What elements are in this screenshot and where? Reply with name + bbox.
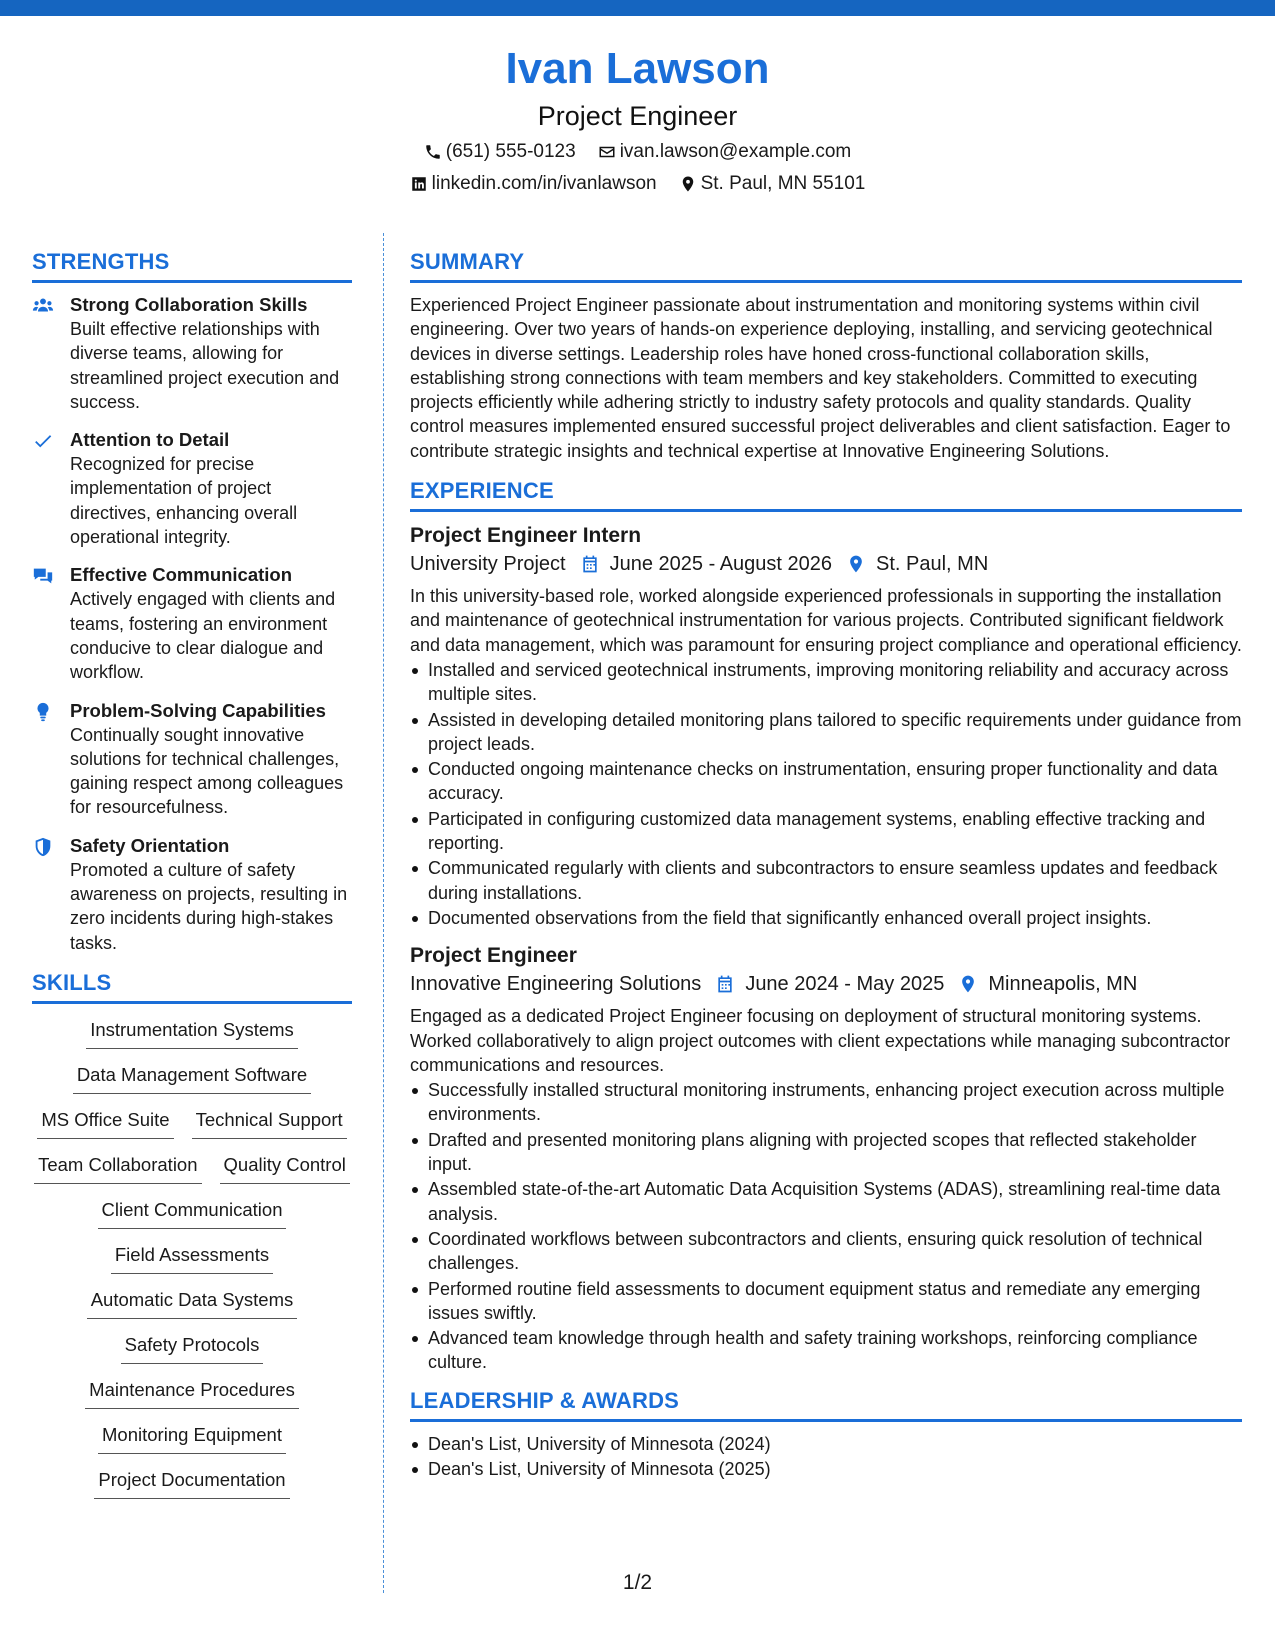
bullet-item: Drafted and presented monitoring plans aligning with projected scopes that reflected stakeholder input.: [410, 1128, 1242, 1177]
job-location: St. Paul, MN: [876, 553, 989, 576]
envelope-icon: [598, 143, 616, 161]
job-entry: [410, 522, 1242, 930]
map-pin-icon: [679, 175, 697, 193]
bullet-item: Participated in configuring customized data management systems, enabling effective tracking and reporting.: [410, 807, 1242, 856]
page-number: 1/2: [622, 1571, 653, 1594]
skill-tag: MS Office Suite: [37, 1104, 173, 1139]
bullet-item: Coordinated workflows between subcontractors and clients, ensuring quick resolution of technical challenges.: [410, 1227, 1242, 1276]
strength-desc: Built effective relationships with diverse teams, allowing for streamlined project execution and success.: [70, 319, 340, 412]
resume-header: [0, 40, 1275, 196]
strength-item: [32, 428, 352, 549]
skill-tag: Safety Protocols: [121, 1329, 264, 1364]
bullet-item: Conducted ongoing maintenance checks on instrumentation, ensuring proper functionality and data accuracy.: [410, 757, 1242, 806]
candidate-title: Project Engineer: [537, 101, 738, 131]
strength-item: [32, 293, 352, 414]
job-company: Innovative Engineering Solutions: [410, 973, 702, 996]
skills-heading: SKILLS: [32, 969, 352, 1004]
calendar-icon: [580, 554, 600, 574]
job-bullets: [410, 1078, 1242, 1375]
experience-heading: EXPERIENCE: [410, 477, 1242, 512]
lightbulb-icon: [32, 701, 54, 723]
job-title: Project Engineer: [410, 944, 577, 968]
job-dates: June 2025 - August 2026: [609, 553, 833, 576]
strength-item: [32, 699, 352, 820]
skill-tag: Client Communication: [98, 1194, 287, 1229]
location-contact: [679, 172, 866, 196]
shield-icon: [32, 836, 54, 858]
leadership-list: [410, 1432, 1242, 1482]
job-meta: [410, 970, 1242, 998]
skill-tag: Quality Control: [220, 1149, 350, 1184]
top-accent-bar: [0, 0, 1275, 16]
job-meta: [410, 550, 1242, 578]
strength-title: Effective Communication: [70, 564, 293, 586]
strength-item: [32, 563, 352, 684]
comments-icon: [32, 565, 54, 587]
strengths-heading: STRENGTHS: [32, 248, 352, 283]
job-title: Project Engineer Intern: [410, 524, 642, 548]
strength-item: [32, 834, 352, 955]
skills-list: [32, 1014, 352, 1509]
strength-desc: Promoted a culture of safety awareness on projects, resulting in zero incidents during high-stakes tasks.: [70, 859, 348, 953]
job-dates: June 2024 - May 2025: [745, 973, 945, 996]
job-desc: Engaged as a dedicated Project Engineer focusing on deployment of structural monitoring systems. Worked collaboratively to align project outcomes with client expectations while managing subcontractor communications and resources.: [410, 1006, 1231, 1075]
map-pin-icon: [846, 554, 866, 574]
job-location: Minneapolis, MN: [988, 973, 1138, 996]
skill-tag: Field Assessments: [111, 1239, 273, 1274]
skill-tag: Maintenance Procedures: [85, 1374, 299, 1409]
leadership-heading: LEADERSHIP & AWARDS: [410, 1387, 1242, 1422]
bullet-item: Successfully installed structural monitoring instruments, enhancing project execution across multiple environments.: [410, 1078, 1242, 1127]
skill-tag: Automatic Data Systems: [87, 1284, 298, 1319]
skill-tag: Instrumentation Systems: [86, 1014, 298, 1049]
phone-contact: [424, 140, 576, 164]
map-pin-icon: [958, 974, 978, 994]
job-company: University Project: [410, 553, 566, 576]
location-text: St. Paul, MN 55101: [700, 173, 866, 194]
email-text[interactable]: ivan.lawson@example.com: [619, 141, 852, 162]
contact-row-2: [0, 172, 1275, 196]
phone-text: (651) 555-0123: [445, 141, 576, 162]
award-item: Dean's List, University of Minnesota (2024): [410, 1432, 1242, 1456]
bullet-item: Assembled state-of-the-art Automatic Data Acquisition Systems (ADAS), streamlining real-time data analysis.: [410, 1177, 1242, 1226]
bullet-item: Advanced team knowledge through health and safety training workshops, reinforcing compliance culture.: [410, 1326, 1242, 1375]
linkedin-text[interactable]: linkedin.com/in/ivanlawson: [431, 173, 657, 194]
bullet-item: Assisted in developing detailed monitoring plans tailored to specific requirements under guidance from project leads.: [410, 708, 1242, 757]
calendar-icon: [715, 974, 735, 994]
job-desc: In this university-based role, worked alongside experienced professionals in supporting the installation and maintenance of geotechnical instrumentation for various projects. Contributed significant fieldwork and data management, which was paramount for ensuring project compliance and operational efficiency.: [410, 586, 1242, 655]
strength-desc: Actively engaged with clients and teams, fostering an environment conducive to clear dialogue and workflow.: [70, 589, 336, 683]
users-icon: [32, 295, 54, 317]
column-divider: [383, 233, 384, 1593]
bullet-item: Communicated regularly with clients and subcontractors to ensure seamless updates and feedback during installations.: [410, 856, 1242, 905]
linkedin-contact[interactable]: [410, 172, 657, 196]
skill-tag: Monitoring Equipment: [98, 1419, 286, 1454]
job-bullets: [410, 658, 1242, 930]
strength-title: Safety Orientation: [70, 834, 230, 856]
award-item: Dean's List, University of Minnesota (2025): [410, 1457, 1242, 1481]
check-icon: [32, 430, 54, 452]
right-column: [410, 248, 1242, 1482]
summary-heading: SUMMARY: [410, 248, 1242, 283]
strength-title: Problem-Solving Capabilities: [70, 699, 326, 721]
bullet-item: Installed and serviced geotechnical instruments, improving monitoring reliability and accuracy across multiple sites.: [410, 658, 1242, 707]
bullet-item: Performed routine field assessments to document equipment status and remediate any emerging issues swiftly.: [410, 1277, 1242, 1326]
phone-icon: [424, 143, 442, 161]
strength-desc: Recognized for precise implementation of project directives, enhancing overall operational integrity.: [70, 454, 298, 548]
strength-title: Attention to Detail: [70, 429, 230, 451]
strength-title: Strong Collaboration Skills: [70, 294, 308, 315]
left-column: [32, 248, 352, 1509]
job-entry: [410, 942, 1242, 1374]
skill-tag: Project Documentation: [94, 1464, 289, 1499]
bullet-item: Documented observations from the field that significantly enhanced overall project insights.: [410, 906, 1242, 930]
skill-tag: Technical Support: [192, 1104, 347, 1139]
skill-tag: Team Collaboration: [34, 1149, 201, 1184]
candidate-name: Ivan Lawson: [505, 44, 770, 93]
contact-row-1: [0, 140, 1275, 164]
strength-desc: Continually sought innovative solutions for technical challenges, gaining respect among colleagues for resourcefulness.: [70, 724, 344, 818]
linkedin-icon: [410, 175, 428, 193]
strengths-list: [32, 293, 352, 955]
summary-text: Experienced Project Engineer passionate about instrumentation and monitoring systems within civil engineering. Over two years of hands-on experience deploying, installing, and servicing geotechnical devices in diverse settings. Leadership roles have honed cross-functional collaboration skills, establishing strong connections with team members and key stakeholders. Committed to executing projects efficiently while adhering strictly to industry safety protocols and quality standards. Quality control measures implemented ensured successful project deliverables and client satisfaction. Eager to contribute strategic insights and technical expertise at Innovative Engineering Solutions.: [410, 295, 1231, 461]
email-contact[interactable]: [598, 140, 852, 164]
skill-tag: Data Management Software: [73, 1059, 311, 1094]
